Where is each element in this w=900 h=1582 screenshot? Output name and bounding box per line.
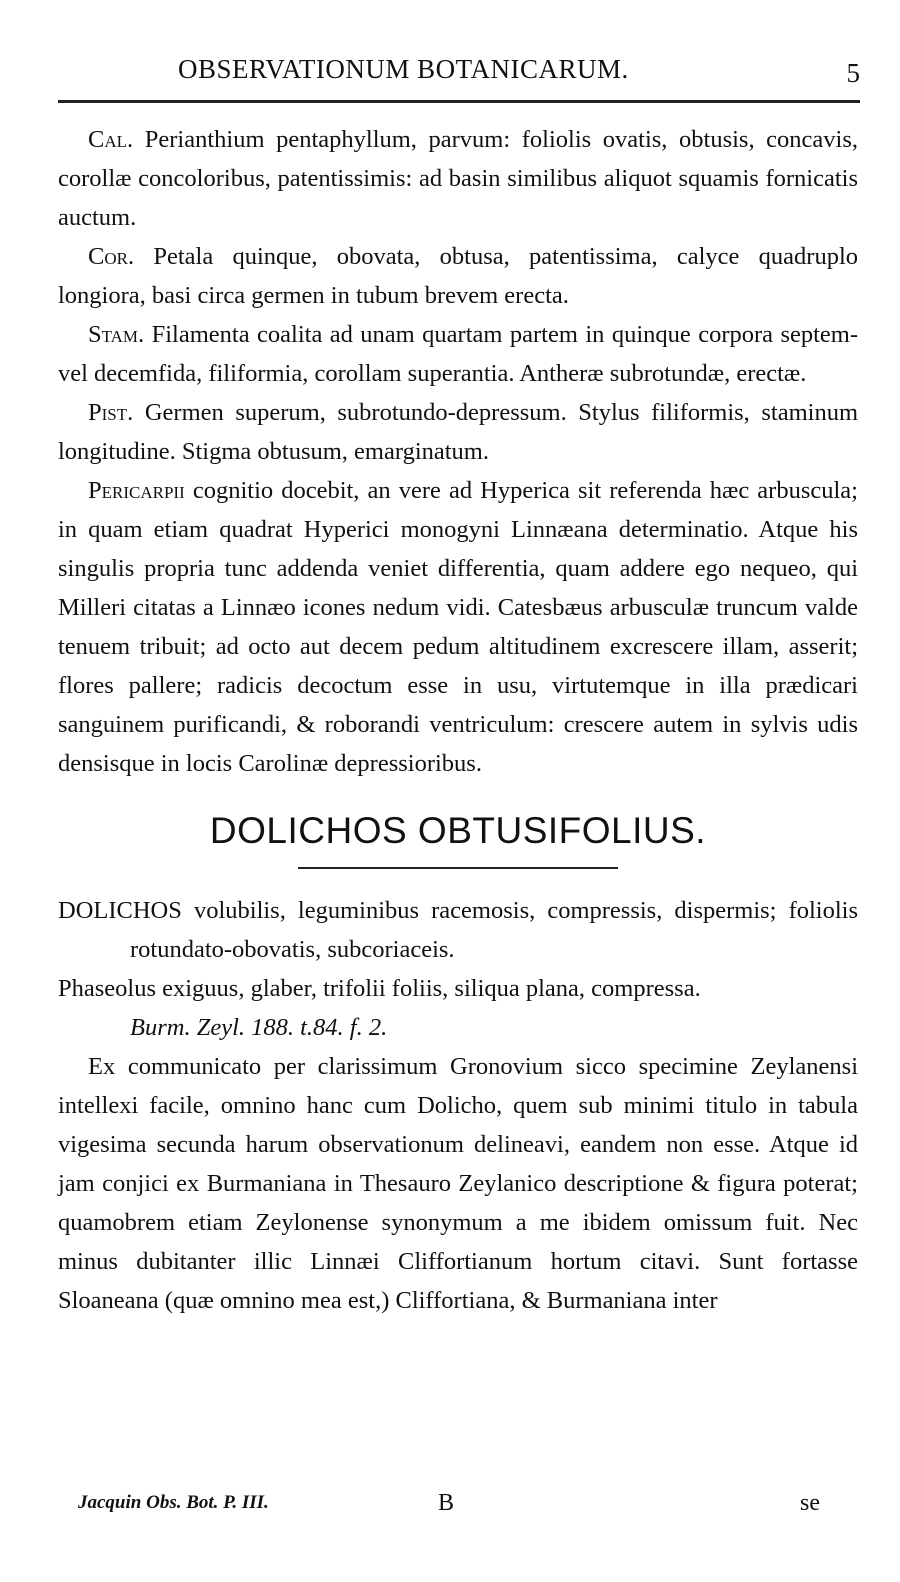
paragraph-stamina <box>58 315 858 393</box>
species-synonym: Phaseolus exiguus, glaber, trifolii foliis, siliqua plana, compressa. <box>58 975 701 1002</box>
paragraph-pistillum <box>58 393 858 471</box>
corolla-label: Cor. <box>88 243 135 270</box>
footer-signature: Jacquin Obs. Bot. P. III. <box>78 1492 269 1513</box>
section-rule <box>298 867 618 869</box>
paragraph-pericarpium <box>58 471 858 783</box>
paragraph-corolla <box>58 237 858 315</box>
page-header <box>60 54 860 94</box>
pistillum-label: Pist. <box>88 399 134 426</box>
species-diagnosis: DOLICHOS volubilis, leguminibus racemosis, compressis, dispermis; foliolis rotundato-obovatis, subcoriaceis. <box>58 897 858 963</box>
page-number: 5 <box>846 58 860 88</box>
pericarpium-label: Pericarpii <box>88 477 185 504</box>
pistillum-text: Germen superum, subrotundo-depressum. Stylus filiformis, staminum longitudine. Stigma obtusum, emarginatum. <box>58 399 858 465</box>
calyx-label: Cal. <box>88 126 134 153</box>
pericarpium-text: cognitio docebit, an vere ad Hyperica sit referenda hæc arbuscula; in quam etiam quadrat Hyperici monogyni Linnæana determinatio. Atque his singulis propria tunc addenda veniet differentia, quam addere ego nequeo, qui Milleri citatas a Linnæo icones nedum vidi. Catesbæus arbusculæ truncum valde tenuem tribuit; ad octo aut decem pedum altitudinem excrescere illam, asserit; flores pallere; radicis decoctum esse in usu, virtutemque in illa prædicari sanguinem purificandi, & roborandi ventriculum: crescere autem in sylvis udis densisque in locis Carolinæ depressioribus. <box>58 477 858 777</box>
stamina-label: Stam. <box>88 321 145 348</box>
header-rule <box>58 100 860 103</box>
catchword: se <box>800 1490 820 1516</box>
corolla-text: Petala quinque, obovata, obtusa, patentissima, calyce quadruplo longiora, basi circa germen in tubum brevem erecta. <box>58 243 859 309</box>
species-discussion: Ex communicato per clarissimum Gronovium sicco specimine Zeylanensi intellexi facile, omnino hanc cum Dolicho, quem sub minimi titulo in tabula vigesima secunda harum observationum delineavi, eandem non esse. Atque id jam conjici ex Burmaniana in Thesauro Zeylanico descriptione & figura poterat; quamobrem etiam Zeylonense synonymum a me ibidem omissum fuit. Nec minus dubitanter illic Linnæi Cliffortianum hortum citavi. Sunt fortasse Sloaneana (quæ omnino mea est,) Cliffortiana, & Burmaniana inter <box>58 1053 858 1314</box>
paragraph-calyx <box>58 120 858 237</box>
section-title: DOLICHOS OBTUSIFOLIUS. <box>209 810 707 851</box>
page-footer <box>78 1490 840 1526</box>
signature-mark: B <box>438 1490 455 1516</box>
calyx-text: Perianthium pentaphyllum, parvum: foliolis ovatis, obtusis, concavis, corollæ concoloribus, patentissimis: ad basin similibus aliquot squamis fornicatis auctum. <box>58 126 858 231</box>
stamina-text: Filamenta coalita ad unam quartam partem in quinque corpora septem-vel decemfida, filiformia, corollam superantia. Antheræ subrotundæ, erectæ. <box>58 321 858 387</box>
running-title: OBSERVATIONUM BOTANICARUM. <box>178 54 629 84</box>
species-reference: Burm. Zeyl. 188. t.84. f. 2. <box>130 1014 388 1041</box>
page-body <box>58 120 858 1320</box>
